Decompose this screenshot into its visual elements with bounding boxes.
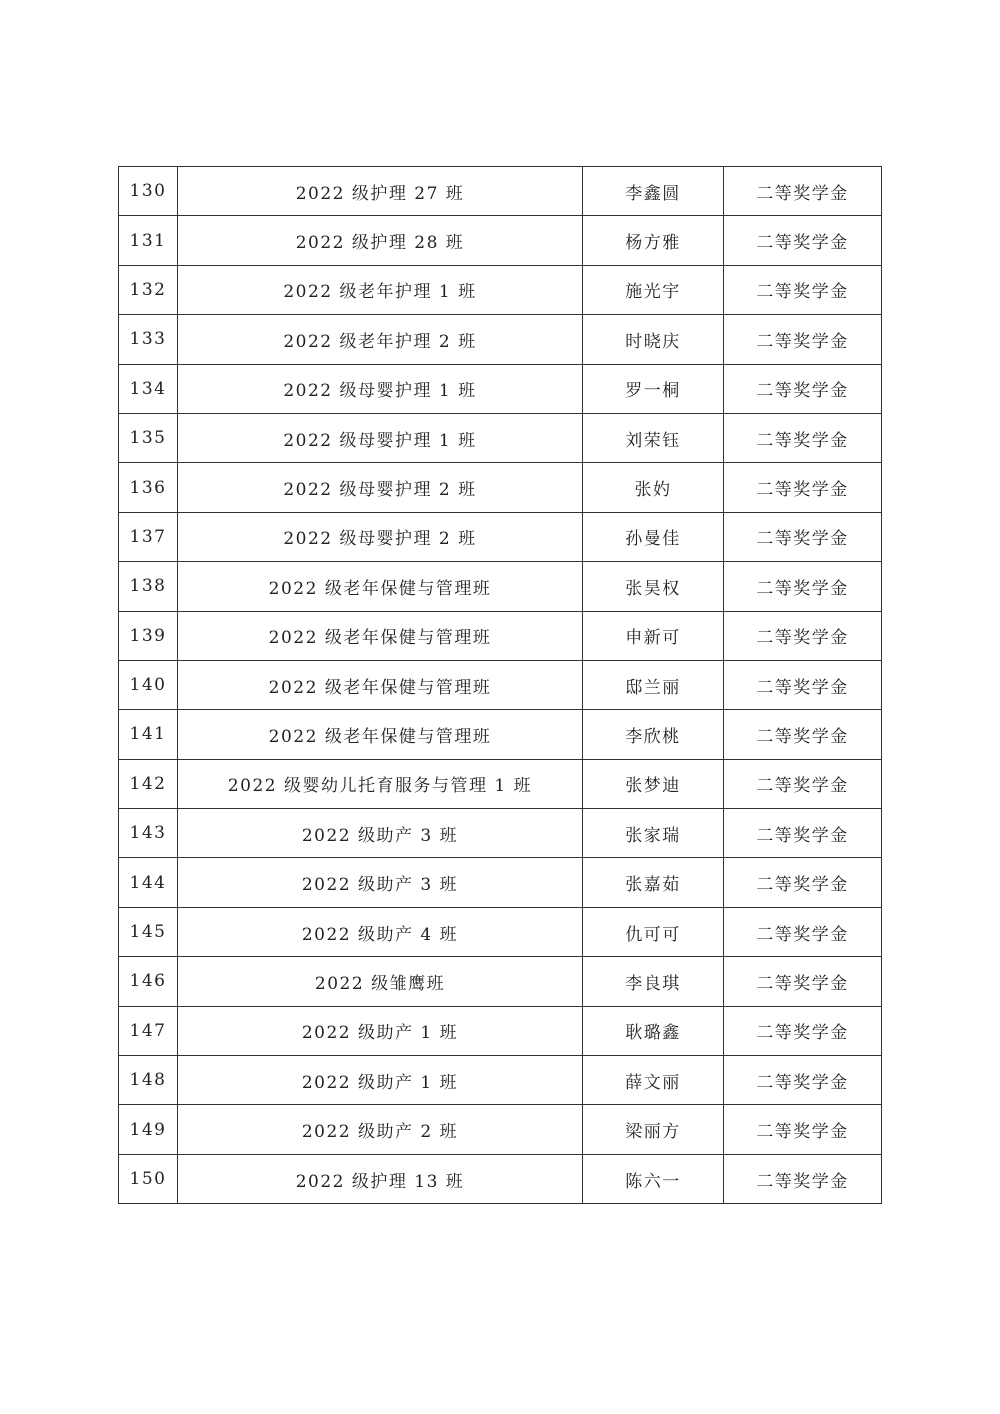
award-level: 二等奖学金 — [724, 413, 882, 462]
row-number: 136 — [119, 463, 178, 512]
student-name: 孙曼佳 — [583, 512, 724, 561]
student-name: 梁丽方 — [583, 1105, 724, 1154]
row-number: 134 — [119, 364, 178, 413]
student-name: 罗一桐 — [583, 364, 724, 413]
table-row — [119, 759, 882, 808]
class-name: 2022 级婴幼儿托育服务与管理 1 班 — [178, 759, 583, 808]
award-level: 二等奖学金 — [724, 265, 882, 314]
award-level: 二等奖学金 — [724, 216, 882, 265]
scholarship-table — [118, 166, 882, 1204]
table-row — [119, 611, 882, 660]
row-number: 148 — [119, 1056, 178, 1105]
table-row — [119, 907, 882, 956]
class-name: 2022 级助产 3 班 — [178, 858, 583, 907]
table-body — [119, 167, 882, 1204]
table-row — [119, 1154, 882, 1203]
table-row — [119, 265, 882, 314]
row-number: 130 — [119, 167, 178, 216]
class-name: 2022 级老年保健与管理班 — [178, 660, 583, 709]
award-level: 二等奖学金 — [724, 562, 882, 611]
class-name: 2022 级护理 28 班 — [178, 216, 583, 265]
row-number: 150 — [119, 1154, 178, 1203]
table-row — [119, 710, 882, 759]
student-name: 张梦迪 — [583, 759, 724, 808]
class-name: 2022 级护理 13 班 — [178, 1154, 583, 1203]
student-name: 仇可可 — [583, 907, 724, 956]
award-level: 二等奖学金 — [724, 1154, 882, 1203]
class-name: 2022 级助产 3 班 — [178, 809, 583, 858]
table-row — [119, 167, 882, 216]
student-name: 杨方雅 — [583, 216, 724, 265]
class-name: 2022 级老年保健与管理班 — [178, 710, 583, 759]
student-name: 陈六一 — [583, 1154, 724, 1203]
award-level: 二等奖学金 — [724, 512, 882, 561]
class-name: 2022 级助产 2 班 — [178, 1105, 583, 1154]
table-row — [119, 562, 882, 611]
row-number: 142 — [119, 759, 178, 808]
student-name: 耿璐鑫 — [583, 1006, 724, 1055]
award-level: 二等奖学金 — [724, 809, 882, 858]
class-name: 2022 级护理 27 班 — [178, 167, 583, 216]
table-row — [119, 413, 882, 462]
row-number: 131 — [119, 216, 178, 265]
row-number: 149 — [119, 1105, 178, 1154]
award-level: 二等奖学金 — [724, 710, 882, 759]
student-name: 张嘉茹 — [583, 858, 724, 907]
row-number: 145 — [119, 907, 178, 956]
row-number: 146 — [119, 957, 178, 1006]
row-number: 147 — [119, 1006, 178, 1055]
student-name: 时晓庆 — [583, 315, 724, 364]
row-number: 140 — [119, 660, 178, 709]
class-name: 2022 级雏鹰班 — [178, 957, 583, 1006]
award-level: 二等奖学金 — [724, 315, 882, 364]
award-level: 二等奖学金 — [724, 660, 882, 709]
award-level: 二等奖学金 — [724, 957, 882, 1006]
table-row — [119, 315, 882, 364]
row-number: 143 — [119, 809, 178, 858]
row-number: 135 — [119, 413, 178, 462]
class-name: 2022 级母婴护理 1 班 — [178, 413, 583, 462]
class-name: 2022 级母婴护理 2 班 — [178, 463, 583, 512]
row-number: 144 — [119, 858, 178, 907]
row-number: 141 — [119, 710, 178, 759]
row-number: 133 — [119, 315, 178, 364]
student-name: 张妁 — [583, 463, 724, 512]
class-name: 2022 级老年护理 2 班 — [178, 315, 583, 364]
award-level: 二等奖学金 — [724, 907, 882, 956]
student-name: 邸兰丽 — [583, 660, 724, 709]
table-row — [119, 957, 882, 1006]
award-level: 二等奖学金 — [724, 611, 882, 660]
student-name: 施光宇 — [583, 265, 724, 314]
table-row — [119, 1105, 882, 1154]
class-name: 2022 级助产 4 班 — [178, 907, 583, 956]
class-name: 2022 级老年护理 1 班 — [178, 265, 583, 314]
student-name: 李良琪 — [583, 957, 724, 1006]
row-number: 137 — [119, 512, 178, 561]
class-name: 2022 级母婴护理 2 班 — [178, 512, 583, 561]
class-name: 2022 级母婴护理 1 班 — [178, 364, 583, 413]
row-number: 132 — [119, 265, 178, 314]
student-name: 申新可 — [583, 611, 724, 660]
student-name: 李欣桃 — [583, 710, 724, 759]
table-row — [119, 660, 882, 709]
student-name: 张昊权 — [583, 562, 724, 611]
table-row — [119, 858, 882, 907]
row-number: 138 — [119, 562, 178, 611]
table-row — [119, 216, 882, 265]
class-name: 2022 级老年保健与管理班 — [178, 611, 583, 660]
award-level: 二等奖学金 — [724, 167, 882, 216]
award-level: 二等奖学金 — [724, 1056, 882, 1105]
table-row — [119, 364, 882, 413]
row-number: 139 — [119, 611, 178, 660]
table-row — [119, 1056, 882, 1105]
award-level: 二等奖学金 — [724, 364, 882, 413]
table-row — [119, 809, 882, 858]
class-name: 2022 级助产 1 班 — [178, 1056, 583, 1105]
table-row — [119, 1006, 882, 1055]
award-level: 二等奖学金 — [724, 1006, 882, 1055]
award-level: 二等奖学金 — [724, 463, 882, 512]
table-row — [119, 463, 882, 512]
student-name: 薛文丽 — [583, 1056, 724, 1105]
award-level: 二等奖学金 — [724, 759, 882, 808]
award-level: 二等奖学金 — [724, 1105, 882, 1154]
student-name: 刘荣钰 — [583, 413, 724, 462]
student-name: 李鑫圆 — [583, 167, 724, 216]
class-name: 2022 级老年保健与管理班 — [178, 562, 583, 611]
class-name: 2022 级助产 1 班 — [178, 1006, 583, 1055]
table-row — [119, 512, 882, 561]
award-level: 二等奖学金 — [724, 858, 882, 907]
student-name: 张家瑞 — [583, 809, 724, 858]
